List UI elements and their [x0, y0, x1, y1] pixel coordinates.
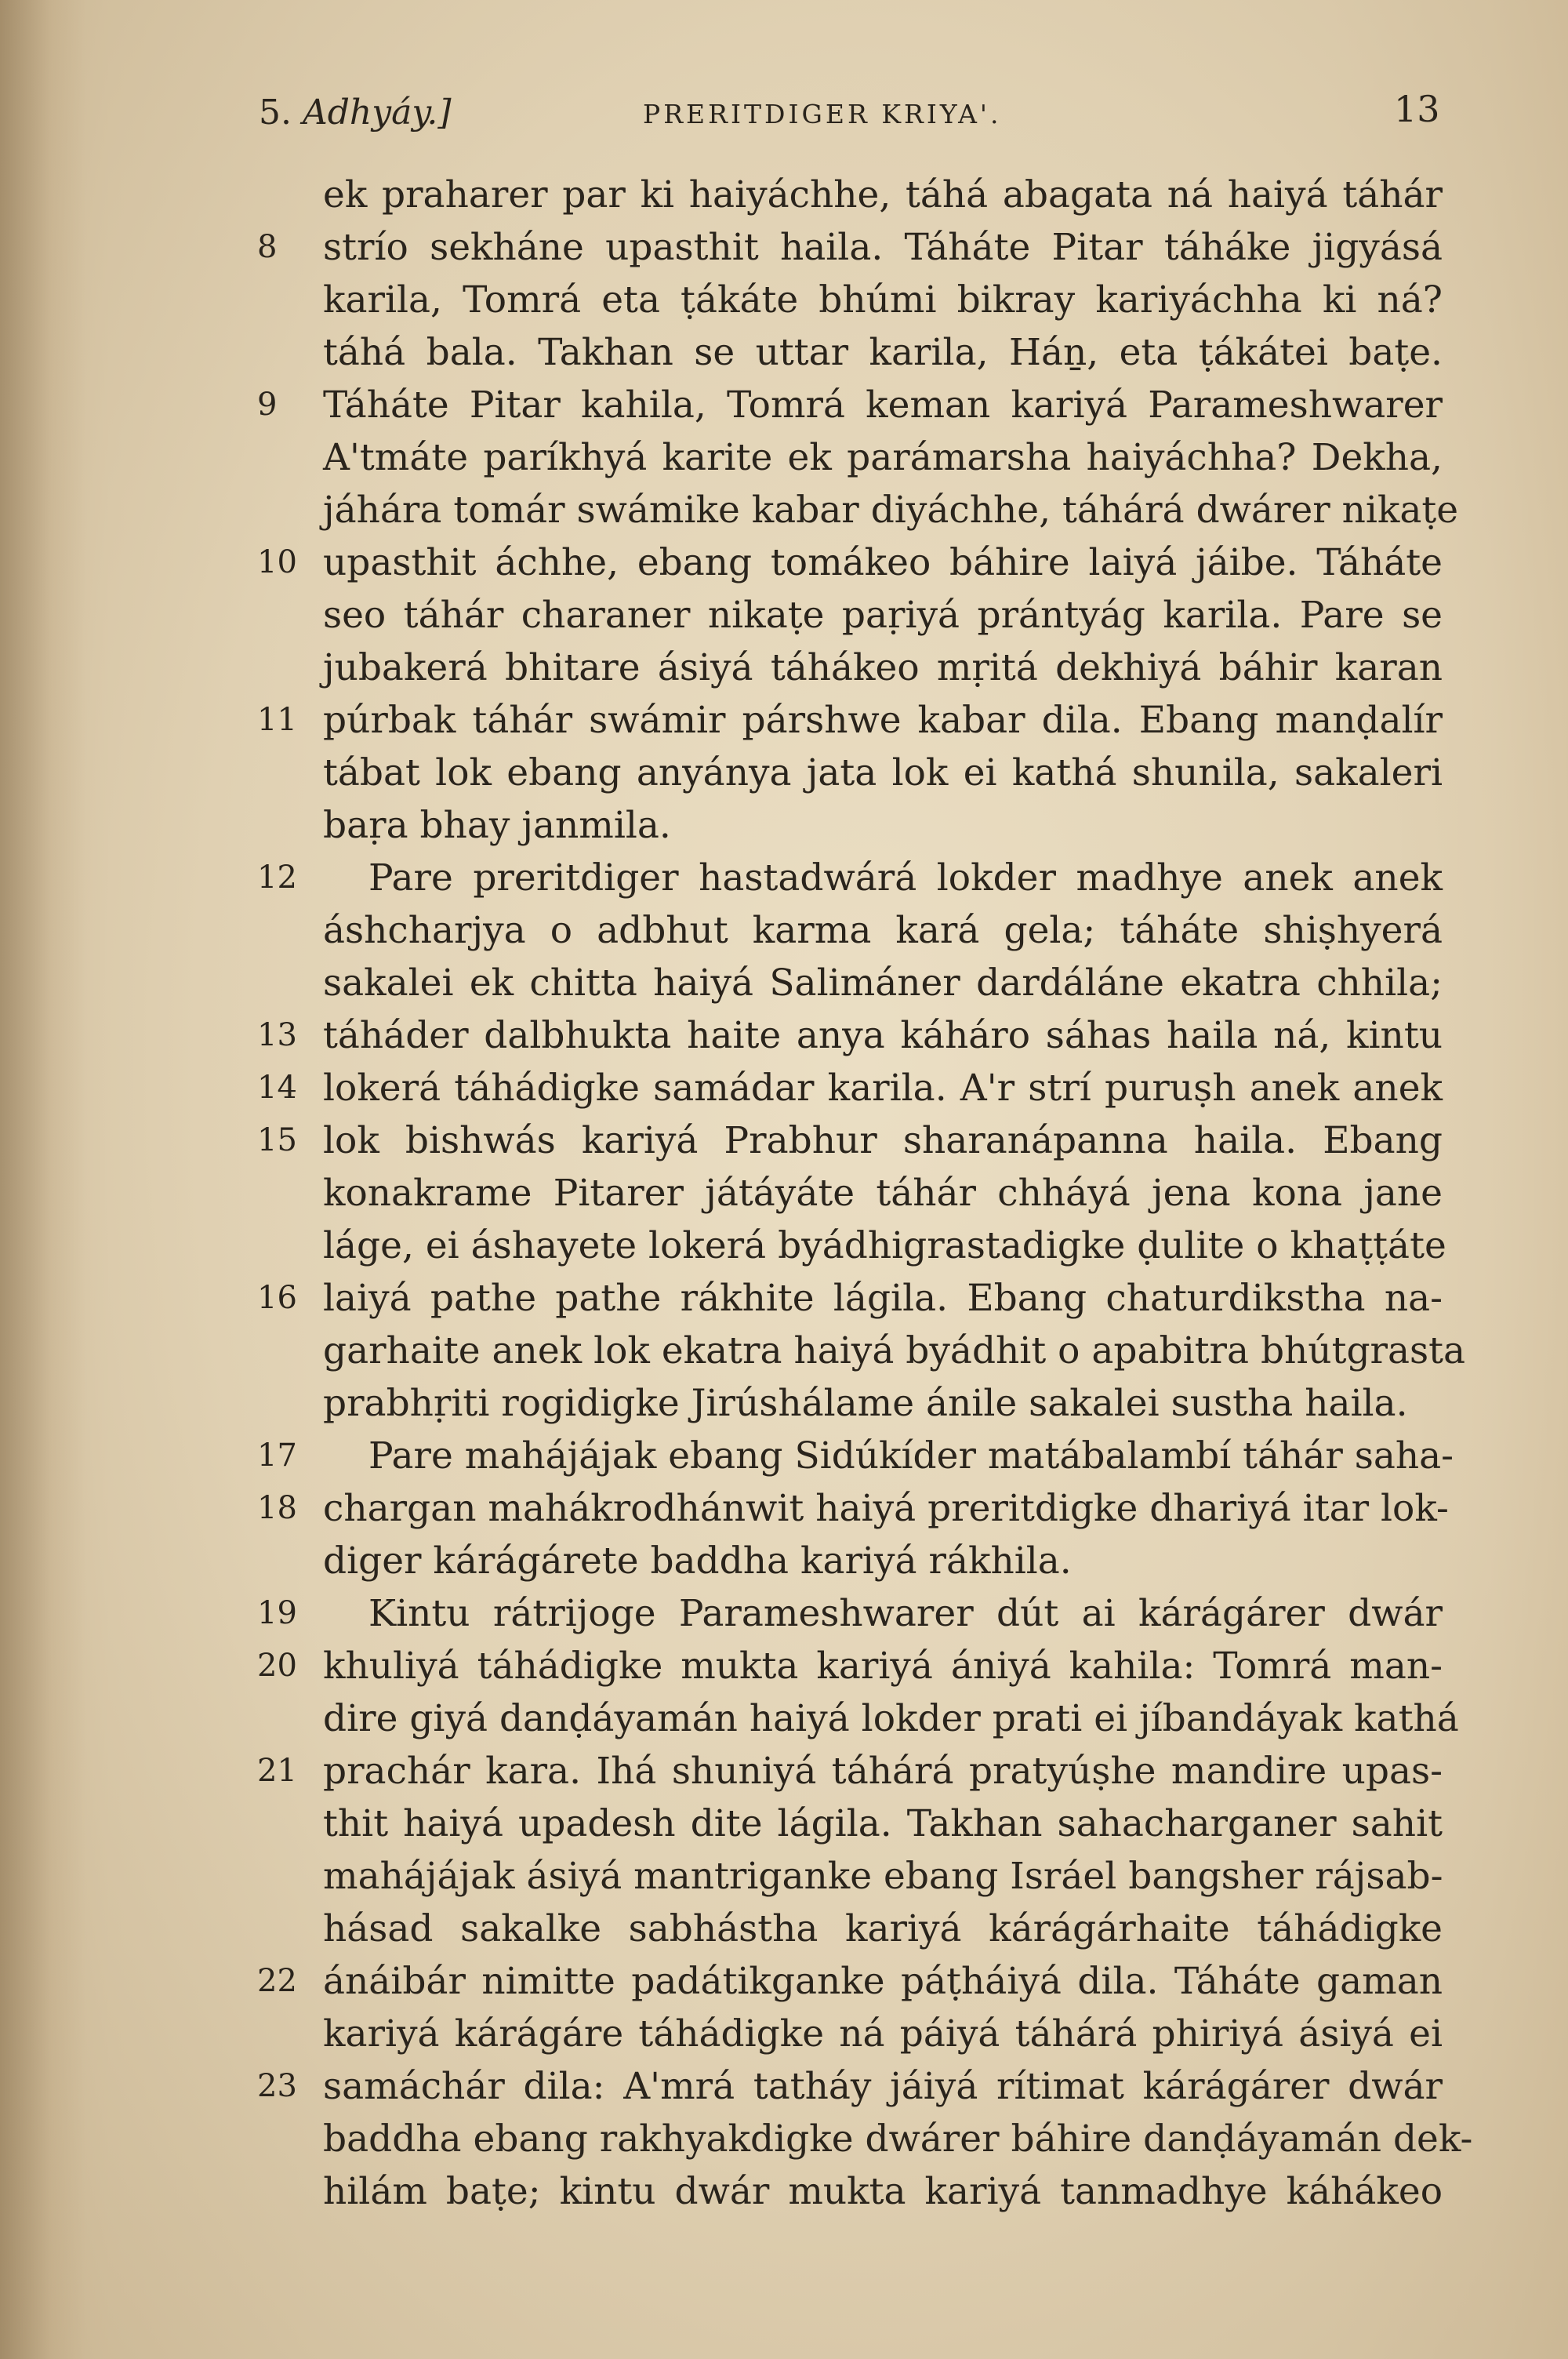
text-line: [259, 1272, 1443, 1325]
line-text: upasthit áchhe, ebang tomákeo báhire laiyá jáibe. Táháte: [323, 541, 1443, 584]
text-line: [259, 484, 1459, 536]
line-text: Pare preritdiger hastadwárá lokder madhye anek anek: [368, 856, 1443, 900]
verse-number: 12: [257, 860, 297, 896]
line-text: Pare mahájájak ebang Sidúkíder matábalambí táhár saha-: [368, 1434, 1454, 1478]
line-text: dire giyá danḍáyamán haiyá lokder prati ei jíbandáyak kathá: [323, 1697, 1459, 1740]
verse-number: 9: [257, 387, 278, 423]
running-title: PRERITDIGER KRIYA'.: [643, 99, 1002, 129]
verse-number: 13: [257, 1017, 297, 1053]
text-line: [259, 642, 1443, 694]
verse-number: 15: [257, 1122, 297, 1158]
text-line: [259, 274, 1443, 326]
line-text: thit haiyá upadesh dite lágila. Takhan sahacharganer sahit: [323, 1802, 1443, 1845]
text-line: [259, 1955, 1443, 2008]
line-text: hásad sakalke sabhástha kariyá kárágárhaite táhádigke: [323, 1907, 1443, 1950]
line-text: prabhṛiti rogidigke Jirúshálame ánile sakalei sustha haila.: [323, 1382, 1408, 1425]
text-line: [259, 1167, 1443, 1219]
line-text: samáchár dila: A'mrá tatháy jáiyá rítimat kárágárer dwár: [323, 2065, 1443, 2108]
line-text: hilám baṭe; kintu dwár mukta kariyá tanmadhye káhákeo: [323, 2170, 1443, 2213]
page-number: 13: [1394, 88, 1440, 130]
line-text: sakalei ek chitta haiyá Salimáner dardáláne ekatra chhila;: [323, 961, 1443, 1005]
text-line: [259, 379, 1443, 431]
text-line: [259, 694, 1443, 747]
line-text: A'tmáte paríkhyá karite ek parámarsha haiyáchha? Dekha,: [323, 436, 1443, 479]
text-line: [259, 2113, 1473, 2165]
text-line: [257, 1430, 1454, 1482]
line-text: áshcharjya o adbhut karma kará gela; táháte shiṣhyerá: [323, 909, 1443, 952]
text-line: [259, 2165, 1443, 2218]
line-text: Kintu rátrijoge Parameshwarer dút ai kárágárer dwár: [368, 1592, 1443, 1635]
text-line: [259, 1903, 1443, 1955]
line-text: mahájájak ásiyá mantriganke ebang Isráel bangsher rájsab-: [323, 1855, 1443, 1898]
text-line: [259, 1325, 1466, 1377]
verse-number: 16: [257, 1280, 297, 1316]
line-text: karila, Tomrá eta ṭákáte bhúmi bikray kariyáchha ki ná?: [323, 278, 1443, 322]
text-line: [259, 1797, 1443, 1850]
line-text: diger kárágárete baddha kariyá rákhila.: [323, 1539, 1072, 1583]
text-line: [259, 1062, 1443, 1114]
verse-number: 19: [257, 1595, 297, 1631]
verse-number: 20: [257, 1648, 297, 1684]
text-line: [259, 431, 1443, 484]
text-line: [259, 1535, 1443, 1587]
text-line: [259, 221, 1443, 274]
line-text: ánáibár nimitte padátikganke páṭháiyá dila. Táháte gaman: [323, 1960, 1443, 2003]
verse-number: 10: [257, 544, 297, 580]
line-text: laiyá pathe pathe rákhite lágila. Ebang chaturdikstha na-: [323, 1277, 1443, 1320]
line-text: jáhára tomár swámike kabar diyáchhe, táhárá dwárer nikaṭe: [323, 489, 1459, 532]
text-line: [259, 326, 1443, 379]
line-text: ek praharer par ki haiyáchhe, táhá abagata ná haiyá táhár: [323, 173, 1443, 216]
text-line: [259, 1377, 1443, 1430]
line-text: seo táhár charaner nikaṭe paṛiyá prántyág karila. Pare se: [323, 594, 1443, 637]
text-line: [259, 1850, 1443, 1903]
verse-number: 18: [257, 1490, 297, 1526]
line-text: chargan mahákrodhánwit haiyá preritdigke dhariyá itar lok-: [323, 1487, 1449, 1530]
chapter-word: Adhyáy.]: [302, 93, 452, 133]
text-line: [259, 904, 1443, 957]
line-text: tábat lok ebang anyánya jata lok ei kathá shunila, sakaleri: [323, 751, 1443, 794]
line-text: prachár kara. Ihá shuniyá táhárá pratyúṣhe mandire upas-: [323, 1750, 1443, 1793]
line-text: táhá bala. Takhan se uttar karila, Háṉ, eta ṭákátei baṭe.: [323, 331, 1443, 374]
verse-number: 22: [257, 1963, 297, 1999]
line-text: baddha ebang rakhyakdigke dwárer báhire danḍáyamán dek-: [323, 2117, 1473, 2161]
text-line: [259, 169, 1443, 221]
text-line: [259, 2060, 1443, 2113]
text-line: [259, 1745, 1443, 1797]
verse-number: 23: [257, 2068, 297, 2104]
verse-number: 14: [257, 1070, 297, 1106]
line-text: jubakerá bhitare ásiyá táhákeo mṛitá dekhiyá báhir karan: [323, 646, 1443, 689]
line-text: lok bishwás kariyá Prabhur sharanápanna haila. Ebang: [323, 1119, 1443, 1162]
line-text: púrbak táhár swámir párshwe kabar dila. Ebang manḍalír: [323, 699, 1443, 742]
body-text: [257, 169, 1473, 2218]
text-line: [259, 1219, 1446, 1272]
text-line: [259, 852, 1443, 904]
line-text: lokerá táhádigke samádar karila. A'r strí puruṣh anek anek: [323, 1067, 1443, 1110]
verse-number: 8: [257, 229, 278, 265]
line-text: láge, ei áshayete lokerá byádhigrastadigke ḍulite o khaṭṭáte: [323, 1224, 1446, 1267]
line-text: táháder dalbhukta haite anya káháro sáhas haila ná, kintu: [323, 1014, 1443, 1057]
text-line: [259, 2008, 1443, 2060]
text-line: [259, 536, 1443, 589]
text-line: [259, 589, 1443, 642]
text-line: [259, 1640, 1443, 1692]
verse-number: 11: [257, 702, 297, 738]
line-text: khuliyá táhádigke mukta kariyá ániyá kahila: Tomrá man-: [323, 1645, 1443, 1688]
line-text: konakrame Pitarer játáyáte táhár chháyá jena kona jane: [323, 1172, 1443, 1215]
text-line: [259, 1692, 1459, 1745]
text-line: [259, 747, 1443, 799]
line-text: garhaite anek lok ekatra haiyá byádhit o apabitra bhútgrasta: [323, 1329, 1466, 1372]
chapter-reference: [259, 93, 452, 133]
line-text: kariyá kárágáre táhádigke ná páiyá táhárá phiriyá ásiyá ei: [323, 2012, 1443, 2055]
verse-number: 21: [257, 1753, 297, 1789]
text-line: [257, 1482, 1449, 1535]
verse-number: 17: [257, 1438, 297, 1474]
text-line: [259, 1114, 1443, 1167]
text-line: [259, 1009, 1443, 1062]
text-line: [259, 1587, 1443, 1640]
line-text: Táháte Pitar kahila, Tomrá keman kariyá Parameshwarer: [323, 383, 1443, 427]
line-text: strío sekháne upasthit haila. Táháte Pitar táháke jigyásá: [323, 226, 1443, 269]
text-line: [259, 799, 1443, 852]
chapter-number: 5.: [259, 93, 292, 133]
text-line: [259, 957, 1443, 1009]
line-text: baṛa bhay janmila.: [323, 804, 671, 847]
running-header: [0, 85, 1568, 140]
